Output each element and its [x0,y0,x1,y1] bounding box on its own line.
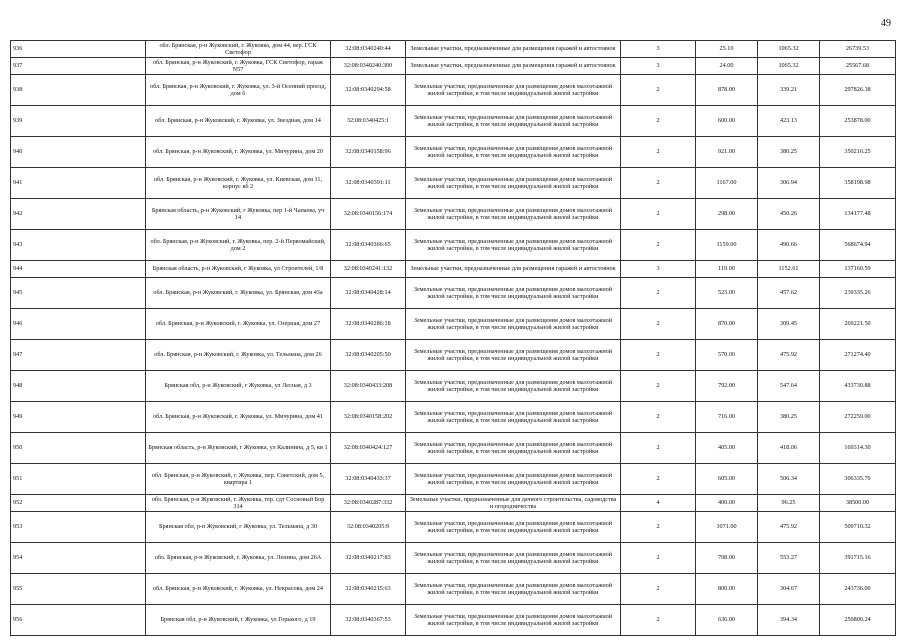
row-number: 951 [11,464,146,495]
category-cell: 2 [621,464,696,495]
row-number: 936 [11,41,146,58]
address-cell: Брянская область, р-н Жуковский, г Жуковка, пер 1-й Чапаева, уч 14 [146,199,331,230]
category-cell: 3 [621,261,696,278]
permitted-use-cell: Земельные участки, предназначенные для размещения домов малоэтажной жилой застройки, в том числе индивидуальной жилой застройки [406,199,621,230]
row-number: 946 [11,309,146,340]
table-row [11,137,896,168]
row-number: 938 [11,75,146,106]
area-cell: 400.00 [696,495,758,512]
unit-price-cell: 450.26 [758,199,820,230]
cadastral-value-cell: 350210.25 [820,137,896,168]
row-number: 945 [11,278,146,309]
area-cell: 708.00 [696,543,758,574]
cadastral-value-cell: 297826.38 [820,75,896,106]
area-cell: 570.00 [696,340,758,371]
row-number: 948 [11,371,146,402]
table-row [11,106,896,137]
area-cell: 405.00 [696,433,758,464]
cadastral-number-cell: 32:08:0340241:132 [331,261,406,278]
permitted-use-cell: Земельные участки, предназначенные для дачного строительства, садоводства и огородничества [406,495,621,512]
cadastral-value-cell: 243736.00 [820,574,896,605]
area-cell: 25.10 [696,41,758,58]
address-cell: обл. Брянская, р-н Жуковский, г. Жуковка, ул. Киевская, дом 11, корпус кб 2 [146,168,331,199]
page-number: 49 [881,18,891,29]
cadastral-value-cell: 433730.88 [820,371,896,402]
address-cell: обл. Брянская, р-н Жуковский, г. Жуковка, пер. 2-й Первомайский, дом 2 [146,230,331,261]
cadastral-number-cell: 32:08:0340433:208 [331,371,406,402]
address-cell: обл. Брянская, р-н Жуковский, г. Жуковка, ул. Некрасова, дом 24 [146,574,331,605]
row-number: 949 [11,402,146,433]
cadastral-number-cell: 32:08:0340424:127 [331,433,406,464]
row-number: 943 [11,230,146,261]
unit-price-cell: 457.62 [758,278,820,309]
permitted-use-cell: Земельные участки, предназначенные для размещения домов малоэтажной жилой застройки, в том числе индивидуальной жилой застройки [406,433,621,464]
unit-price-cell: 553.27 [758,543,820,574]
permitted-use-cell: Земельные участки, предназначенные для размещения домов малоэтажной жилой застройки, в том числе индивидуальной жилой застройки [406,371,621,402]
area-cell: 298.00 [696,199,758,230]
cadastral-number-cell: 32:08:0340156:174 [331,199,406,230]
permitted-use-cell: Земельные участки, предназначенные для размещения домов малоэтажной жилой застройки, в том числе индивидуальной жилой застройки [406,574,621,605]
row-number: 947 [11,340,146,371]
row-number: 940 [11,137,146,168]
address-cell: Брянская обл, р-н Жуковский, г Жуковка, ул. Тельмана, д 30 [146,512,331,543]
table-row [11,58,896,75]
category-cell: 2 [621,75,696,106]
area-cell: 878.00 [696,75,758,106]
cadastral-value-cell: 358198.98 [820,168,896,199]
cadastral-value-cell: 253878.00 [820,106,896,137]
address-cell: обл. Брянская, р-н Жуковский, г. Жуковка, ул. Тельмана, дом 26 [146,340,331,371]
permitted-use-cell: Земельные участки, предназначенные для размещения домов малоэтажной жилой застройки, в том числе индивидуальной жилой застройки [406,230,621,261]
category-cell: 2 [621,199,696,230]
address-cell: обл. Брянская, р-н Жуковский, г. Жуковка, ул. Мичурина, дом 20 [146,137,331,168]
permitted-use-cell: Земельные участки, предназначенные для размещения домов малоэтажной жилой застройки, в том числе индивидуальной жилой застройки [406,106,621,137]
table-row [11,75,896,106]
row-number: 955 [11,574,146,605]
row-number: 950 [11,433,146,464]
category-cell: 2 [621,574,696,605]
table-row [11,495,896,512]
land-registry-table [10,40,896,636]
area-cell: 870.00 [696,309,758,340]
unit-price-cell: 1065.32 [758,41,820,58]
address-cell: обл. Брянская, р-н Жуковский, г. Жуковка, ул. Ленина, дом 26А [146,543,331,574]
cadastral-value-cell: 568674.94 [820,230,896,261]
address-cell: обл. Брянская, р-н Жуковский, г. Жуковка, ул. Озерная, дом 27 [146,309,331,340]
permitted-use-cell: Земельные участки, предназначенные для размещения домов малоэтажной жилой застройки, в том числе индивидуальной жилой застройки [406,340,621,371]
permitted-use-cell: Земельные участки, предназначенные для размещения домов малоэтажной жилой застройки, в том числе индивидуальной жилой застройки [406,309,621,340]
row-number: 954 [11,543,146,574]
address-cell: Брянская обл, р-н Жуковский, г Жуковка, ул Горького, д 19 [146,605,331,636]
table-row [11,230,896,261]
category-cell: 4 [621,495,696,512]
table-body [11,41,896,636]
category-cell: 2 [621,543,696,574]
unit-price-cell: 490.66 [758,230,820,261]
area-cell: 605.00 [696,464,758,495]
cadastral-number-cell: 32:08:0340366:65 [331,230,406,261]
cadastral-number-cell: 32:08:0340158:202 [331,402,406,433]
category-cell: 2 [621,433,696,464]
cadastral-value-cell: 169314.30 [820,433,896,464]
area-cell: 800.00 [696,574,758,605]
unit-price-cell: 1152.61 [758,261,820,278]
cadastral-number-cell: 32:08:0340240:44 [331,41,406,58]
permitted-use-cell: Земельные участки, предназначенные для размещения гаражей и автостоянок [406,41,621,58]
table-row [11,512,896,543]
row-number: 952 [11,495,146,512]
table-row [11,278,896,309]
cadastral-value-cell: 25567.68 [820,58,896,75]
permitted-use-cell: Земельные участки, предназначенные для размещения домов малоэтажной жилой застройки, в том числе индивидуальной жилой застройки [406,543,621,574]
cadastral-value-cell: 269221.50 [820,309,896,340]
cadastral-value-cell: 38500.00 [820,495,896,512]
area-cell: 716.00 [696,402,758,433]
address-cell: обл. Брянская, р-н Жуковский, г. Жуковка, дом 44, вер. ГСК Светофор [146,41,331,58]
unit-price-cell: 475.92 [758,340,820,371]
unit-price-cell: 506.34 [758,464,820,495]
permitted-use-cell: Земельные участки, предназначенные для размещения домов малоэтажной жилой застройки, в том числе индивидуальной жилой застройки [406,512,621,543]
address-cell: Брянская область, р-н Жуковский, г Жуковка, ул Калинина, д 5, кв 1 [146,433,331,464]
permitted-use-cell: Земельные участки, предназначенные для размещения домов малоэтажной жилой застройки, в том числе индивидуальной жилой застройки [406,402,621,433]
cadastral-number-cell: 32:08:0340286:18 [331,309,406,340]
area-cell: 523.00 [696,278,758,309]
cadastral-number-cell: 32:08:0340215:63 [331,574,406,605]
cadastral-value-cell: 134177.48 [820,199,896,230]
cadastral-value-cell: 391715.16 [820,543,896,574]
row-number: 942 [11,199,146,230]
cadastral-number-cell: 32:08:0340391:11 [331,168,406,199]
area-cell: 1071.00 [696,512,758,543]
row-number: 953 [11,512,146,543]
table-row [11,168,896,199]
unit-price-cell: 380.25 [758,137,820,168]
cadastral-value-cell: 272259.00 [820,402,896,433]
table-row [11,402,896,433]
category-cell: 2 [621,137,696,168]
unit-price-cell: 1065.32 [758,58,820,75]
table-row [11,433,896,464]
category-cell: 2 [621,106,696,137]
area-cell: 24.00 [696,58,758,75]
permitted-use-cell: Земельные участки, предназначенные для размещения гаражей и автостоянок [406,58,621,75]
unit-price-cell: 96.25 [758,495,820,512]
area-cell: 1159.00 [696,230,758,261]
unit-price-cell: 339.21 [758,75,820,106]
unit-price-cell: 423.13 [758,106,820,137]
category-cell: 2 [621,512,696,543]
category-cell: 2 [621,278,696,309]
address-cell: обл. Брянская, р-н Жуковский, г. Жуковка, пер. Советский, дом 5, квартира 1 [146,464,331,495]
address-cell: обл. Брянская, р-н Жуковский, г. Жуковка, тер. сдт Сосновый Бор 314 [146,495,331,512]
address-cell: Брянская обл, р-н Жуковский, г Жуковка, ул Лесная, д 3 [146,371,331,402]
category-cell: 3 [621,41,696,58]
cadastral-number-cell: 32:08:0340158:96 [331,137,406,168]
row-number: 956 [11,605,146,636]
cadastral-value-cell: 509710.32 [820,512,896,543]
cadastral-number-cell: 32:08:0340287:332 [331,495,406,512]
cadastral-number-cell: 32:08:0340367:53 [331,605,406,636]
area-cell: 119.00 [696,261,758,278]
address-cell: обл. Брянская, р-н Жуковский, г. Жуковка, ул. Брянская, дом 43а [146,278,331,309]
cadastral-value-cell: 26739.53 [820,41,896,58]
unit-price-cell: 418.06 [758,433,820,464]
category-cell: 2 [621,402,696,433]
table-row [11,199,896,230]
unit-price-cell: 547.64 [758,371,820,402]
table-row [11,605,896,636]
row-number: 941 [11,168,146,199]
category-cell: 2 [621,605,696,636]
address-cell: обл. Брянская, р-н Жуковский, г. Жуковка, ул. Мичурина, дом 41 [146,402,331,433]
row-number: 939 [11,106,146,137]
cadastral-number-cell: 32:08:0340428:14 [331,278,406,309]
table-row [11,340,896,371]
address-cell: обл. Брянская, р-н Жуковский, г. Жуковка, ул. 3-й Осенний проезд, дом 6 [146,75,331,106]
area-cell: 600.00 [696,106,758,137]
unit-price-cell: 306.94 [758,168,820,199]
permitted-use-cell: Земельные участки, предназначенные для размещения домов малоэтажной жилой застройки, в том числе индивидуальной жилой застройки [406,168,621,199]
table-row [11,464,896,495]
category-cell: 2 [621,309,696,340]
category-cell: 2 [621,371,696,402]
cadastral-number-cell: 32:08:0340217:83 [331,543,406,574]
permitted-use-cell: Земельные участки, предназначенные для размещения домов малоэтажной жилой застройки, в том числе индивидуальной жилой застройки [406,605,621,636]
address-cell: обл. Брянская, р-н Жуковский, г. Жуковка, ул. Звездная, дом 14 [146,106,331,137]
cadastral-value-cell: 250800.24 [820,605,896,636]
row-number: 937 [11,58,146,75]
cadastral-number-cell: 32:08:0340205:9 [331,512,406,543]
area-cell: 921.00 [696,137,758,168]
table-row [11,543,896,574]
table-row [11,309,896,340]
permitted-use-cell: Земельные участки, предназначенные для размещения гаражей и автостоянок [406,261,621,278]
address-cell: обл. Брянская, р-н Жуковский, г. Жуковка, ГСК Светофор, гараж N57 [146,58,331,75]
cadastral-number-cell: 32:08:0340433:37 [331,464,406,495]
unit-price-cell: 309.45 [758,309,820,340]
table-row [11,371,896,402]
permitted-use-cell: Земельные участки, предназначенные для размещения домов малоэтажной жилой застройки, в том числе индивидуальной жилой застройки [406,75,621,106]
cadastral-number-cell: 32:08:0340240:300 [331,58,406,75]
unit-price-cell: 380.25 [758,402,820,433]
table-row [11,261,896,278]
area-cell: 636.00 [696,605,758,636]
permitted-use-cell: Земельные участки, предназначенные для размещения домов малоэтажной жилой застройки, в том числе индивидуальной жилой застройки [406,137,621,168]
cadastral-number-cell: 32:08:0340294:58 [331,75,406,106]
cadastral-value-cell: 239335.26 [820,278,896,309]
area-cell: 1167.00 [696,168,758,199]
category-cell: 2 [621,340,696,371]
row-number: 944 [11,261,146,278]
unit-price-cell: 304.67 [758,574,820,605]
area-cell: 792.00 [696,371,758,402]
table-row [11,574,896,605]
category-cell: 2 [621,168,696,199]
table-row [11,41,896,58]
permitted-use-cell: Земельные участки, предназначенные для размещения домов малоэтажной жилой застройки, в том числе индивидуальной жилой застройки [406,464,621,495]
cadastral-number-cell: 32:08:0340425:1 [331,106,406,137]
unit-price-cell: 475.92 [758,512,820,543]
unit-price-cell: 394.34 [758,605,820,636]
cadastral-number-cell: 32:08:0340205:50 [331,340,406,371]
cadastral-value-cell: 271274.40 [820,340,896,371]
permitted-use-cell: Земельные участки, предназначенные для размещения домов малоэтажной жилой застройки, в том числе индивидуальной жилой застройки [406,278,621,309]
cadastral-value-cell: 137160.59 [820,261,896,278]
address-cell: Брянская область, р-н Жуковский, г Жуковка, ул Строителей, 1/8 [146,261,331,278]
category-cell: 3 [621,58,696,75]
cadastral-value-cell: 306335.70 [820,464,896,495]
category-cell: 2 [621,230,696,261]
